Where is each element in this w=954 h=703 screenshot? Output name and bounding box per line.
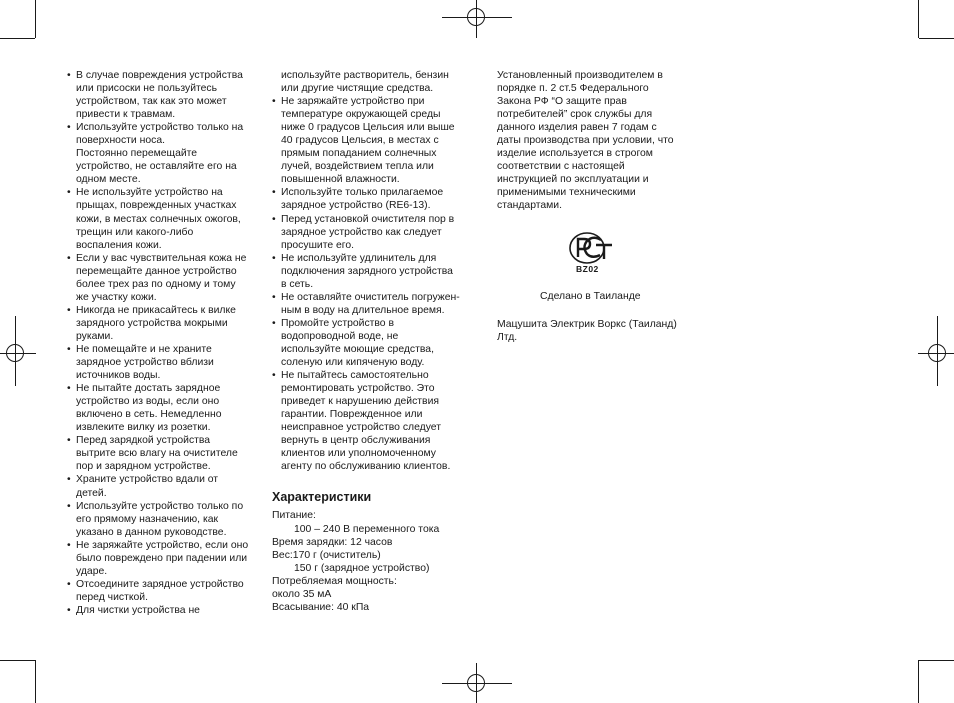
text-line: ным в воду на длительное время.: [281, 304, 445, 316]
spec-power-label: Питание:: [272, 510, 316, 522]
list-item: [272, 213, 477, 252]
text-line: руками.: [76, 330, 114, 342]
text-line: инструкцией по эксплуатации и: [497, 174, 649, 186]
spec-power-value: 100 – 240 В переменного тока: [294, 523, 440, 535]
text-line: лучей, воздействием тепла или: [281, 161, 434, 173]
list-item: [67, 304, 272, 343]
text-line: • Храните устройство вдали от: [76, 474, 219, 486]
spec-weight-charger: 150 г (зарядное устройство): [294, 562, 430, 574]
text-line: водопроводной воде, не: [281, 330, 399, 342]
list-item: [272, 95, 477, 186]
list-item: [67, 382, 272, 434]
text-line: повышенной влажности.: [281, 174, 400, 186]
text-line: температуре окружающей среды: [281, 109, 441, 121]
list-item: [67, 434, 272, 473]
spec-weight-cleaner: Вес:170 г (очиститель): [272, 549, 381, 561]
text-line: • Отсоедините зарядное устройство: [76, 578, 244, 590]
text-line: устройство, не оставляйте его на: [76, 161, 237, 173]
text-line: соответствии с настоящей: [497, 161, 625, 173]
text-line: • Перед установкой очистителя пор в: [281, 213, 455, 225]
text-line: Постоянно перемещайте: [76, 148, 198, 160]
text-line: было повреждено при падении или: [76, 552, 248, 564]
text-line: одном месте.: [76, 174, 141, 186]
list-item: [272, 291, 477, 317]
list-item: [67, 121, 272, 186]
text-line: или другие чистящие средства.: [281, 83, 434, 95]
list-item-continuation: [272, 69, 477, 95]
spec-consumption-label: Потребляемая мощность:: [272, 575, 397, 587]
list-item: [67, 578, 272, 604]
specifications: [272, 490, 477, 613]
text-line: вытрите всю влагу на очистителе: [76, 448, 238, 460]
made-in-text: Сделано в Таиланде: [540, 291, 641, 302]
text-line: • Промойте устройство в: [281, 317, 394, 329]
text-line: кожи, в местах солнечных ожогов,: [76, 213, 241, 225]
safety-column-1: [67, 69, 272, 617]
text-line: • Не помещайте и не храните: [76, 343, 212, 355]
text-line: 40 градусов Цельсия, в местах с: [281, 135, 439, 147]
safety-list-1: [67, 69, 272, 617]
text-line: в сеть.: [281, 278, 314, 290]
text-line: агенту по обслуживанию клиентов.: [281, 461, 451, 473]
text-line: потребителей” срок службы для: [497, 109, 653, 121]
text-line: данного изделия равен 7 годам с: [497, 122, 657, 134]
text-line: используйте моющие средства,: [281, 343, 434, 355]
safety-list-2: [272, 69, 477, 473]
manufacturer-line: Мацушита Электрик Воркс (Таиланд): [497, 319, 677, 330]
text-line: стандартами.: [497, 200, 563, 212]
text-line: ремонтировать устройство. Это: [281, 383, 435, 395]
text-line: • Используйте только прилагаемое: [281, 187, 444, 199]
spec-charge-time: Время зарядки: 12 часов: [272, 536, 393, 548]
text-line: зарядного устройства мокрыми: [76, 317, 228, 329]
text-line: • Используйте устройство только по: [76, 500, 244, 512]
text-line: • Используйте устройство только на: [76, 122, 244, 134]
text-line: • Не используйте устройство на: [76, 187, 223, 199]
text-line: привести к травмам.: [76, 109, 176, 121]
safety-column-2: [272, 69, 477, 614]
text-line: • Не пытайте достать зарядное: [76, 383, 221, 395]
text-line: применимыми техническими: [497, 187, 636, 199]
text-line: включено в сеть. Немедленно: [76, 409, 222, 421]
text-line: устройство из воды, если оно: [76, 396, 220, 408]
list-item: [272, 369, 477, 473]
text-line: • Для чистки устройства не: [76, 604, 200, 616]
text-line: неисправное устройство следует: [281, 422, 441, 434]
text-line: • Никогда не прикасайтесь к вилке: [76, 304, 236, 316]
text-line: • Не оставляйте очиститель погружен-: [281, 291, 460, 303]
text-line: просушите его.: [281, 239, 355, 251]
text-line: гарантии. Поврежденное или: [281, 409, 423, 421]
text-line: зарядное устройство вблизи: [76, 357, 214, 369]
text-line: поверхности носа.: [76, 135, 165, 147]
text-line: изделие используется в строгом: [497, 148, 653, 160]
logo-code: BZ02: [576, 264, 599, 274]
text-line: приведет к нарушению действия: [281, 396, 439, 408]
text-line: даты производства при условии, что: [497, 135, 674, 147]
text-line: вернуть в центр обслуживания: [281, 435, 431, 447]
text-line: Закона РФ “О защите прав: [497, 96, 627, 108]
text-line: • Не пытайтесь самостоятельно: [281, 370, 429, 382]
text-line: • Не заряжайте устройство, если оно: [76, 539, 249, 551]
list-item: [67, 69, 272, 121]
list-item: [67, 604, 272, 617]
text-line: извлеките вилку из розетки.: [76, 422, 211, 434]
text-line: • Перед зарядкой устройства: [76, 435, 211, 447]
text-line: подключения зарядного устройства: [281, 265, 453, 277]
text-line: • В случае повреждения устройства: [76, 70, 243, 81]
manufacturer-text: [497, 318, 677, 344]
text-line: перед чисткой.: [76, 591, 148, 603]
text-line: используйте растворитель, бензин: [281, 70, 449, 81]
list-item: [67, 186, 272, 251]
text-line: Установленный производителем в: [497, 70, 663, 81]
specifications-heading: Характеристики: [272, 490, 372, 505]
text-line: трещин или какого-либо: [76, 226, 194, 238]
text-line: порядке п. 2 ст.5 Федерального: [497, 83, 649, 95]
text-line: прыщах, поврежденных участках: [76, 200, 237, 212]
text-line: прямым попаданием солнечных: [281, 148, 437, 160]
text-line: пор и зарядном устройстве.: [76, 461, 211, 473]
list-item: [67, 473, 272, 499]
text-line: устройством, так как это может: [76, 96, 227, 108]
list-item: [272, 317, 477, 369]
list-item: [67, 539, 272, 578]
text-line: перемещайте данное устройство: [76, 265, 237, 277]
pct-certification-logo: [565, 232, 615, 277]
text-line: детей.: [76, 487, 107, 499]
spec-suction: Всасывание: 40 кПа: [272, 601, 370, 613]
text-line: его прямому назначению, как: [76, 513, 219, 525]
text-line: клиентов или уполномоченному: [281, 448, 436, 460]
list-item: [272, 252, 477, 291]
text-line: зарядное устройство (RE6-13).: [281, 200, 431, 212]
text-line: источников воды.: [76, 370, 161, 382]
spec-consumption-value: около 35 мА: [272, 588, 332, 600]
text-line: или присоски не пользуйтесь: [76, 83, 218, 95]
manufacturer-line: Лтд.: [497, 332, 518, 344]
list-item: [67, 343, 272, 382]
text-line: воспаления кожи.: [76, 239, 162, 251]
list-item: [272, 186, 477, 212]
list-item: [67, 500, 272, 539]
text-line: ударе.: [76, 565, 108, 577]
list-item: [67, 252, 272, 304]
text-line: более трех раз по одному и тому: [76, 278, 236, 290]
text-line: соленую или кипяченую воду.: [281, 357, 425, 369]
text-line: • Не заряжайте устройство при: [281, 96, 425, 108]
text-line: ниже 0 градусов Цельсия или выше: [281, 122, 455, 134]
text-line: зарядное устройство как следует: [281, 226, 442, 238]
text-line: указано в данном руководстве.: [76, 526, 227, 538]
text-line: • Не используйте удлинитель для: [281, 252, 437, 264]
text-line: же участку кожи.: [76, 291, 157, 303]
service-life-text: [497, 69, 712, 213]
text-line: • Если у вас чувствительная кожа не: [76, 252, 247, 264]
